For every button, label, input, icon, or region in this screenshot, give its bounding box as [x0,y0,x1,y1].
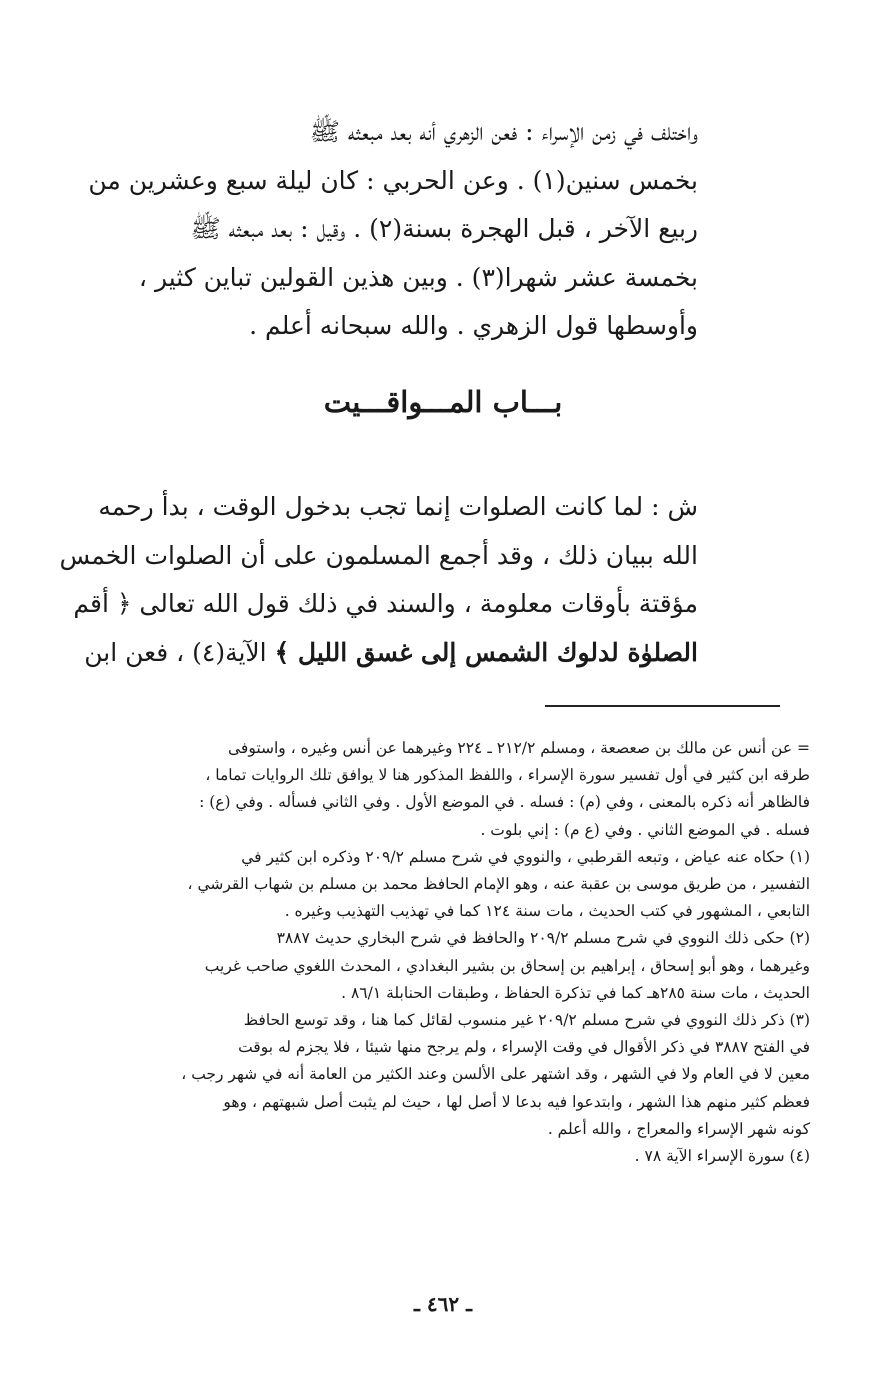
footnote-divider [545,705,780,707]
footnote-line: الحديث ، مات سنة ٢٨٥هـ كما في تذكرة الحفاظ ، وطبقات الحنابلة ٨٦/١ . [341,983,810,1002]
footnote-line: التفسير ، من طريق موسى بن عقبة عنه ، وهو الإمام الحافظ محمد بن مسلم بن شهاب القرشي ، [187,875,810,894]
footnotes [98,735,810,1170]
footnote-line: وغيرهما ، وهو أبو إسحاق ، إبراهيم بن إسحاق بن بشير البغدادي ، المحدث اللغوي صاحب غريب [204,956,810,975]
intro-paragraph [88,108,698,351]
footnote-line: = عن أنس عن مالك بن صعصعة ، ومسلم ٢١٢/٢ ـ ٢٢٤ وغيرهما عن أنس وغيره ، واستوفى [228,739,810,757]
footnote-line: (٢) حكى ذلك النووي في شرح مسلم ٢٠٩/٢ والحافظ في شرح البخاري حديث ٣٨٨٧ [276,929,810,948]
text-line: الله ببيان ذلك ، وقد أجمع المسلمون على أن الصلوات الخمس [59,540,698,570]
text-line: بخمس سنين(١) . وعن الحربي : كان ليلة سبع وعشرين من [88,165,698,195]
footnote-line: (٤) سورة الإسراء الآية ٧٨ . [634,1147,810,1166]
text-line: مؤقتة بأوقات معلومة ، والسند في ذلك قول الله تعالى ﴿ أقم [73,589,698,618]
text-line: ربيع الآخر ، قبل الهجرة بسنة(٢) . وقيل : بعد مبعثه ﷺ [190,214,698,243]
text-line [84,629,698,678]
footnote-line: فعظم كثير منهم هذا الشهر ، وابتدعوا فيه بدعا لا أصل لها ، حيث لم يثبت أصل شبهتهم ، وهو [223,1092,810,1111]
footnote-line: كونه شهر الإسراء والمعراج ، والله أعلم . [547,1119,810,1138]
body-paragraph [59,483,698,677]
footnote-line: معين لا في العام ولا في الشهر ، وقد اشتهر على الألسن وعند الكثير من العامة أنه في شهر رجب ، [181,1065,810,1084]
footnote-line: في الفتح ٣٨٨٧ في ذكر الأقوال في وقت الإسراء ، ولم يرجح منها شيئا ، فلا يجزم له بوقت [238,1038,810,1057]
page-number: ـ ٤٦٢ ـ [414,1292,472,1316]
text-line: ش : لما كانت الصلوات إنما تجب بدخول الوقت ، بدأ رحمه [98,492,698,521]
quran-verse: الصلوٰة لدلوك الشمس إلى غسق الليل ﴾ [274,637,698,667]
footnote-line: فسله . في الموضع الثاني . وفي (ع م) : إني بلوت . [480,820,810,839]
text-line: واختلف في زمن الإسراء : فعن الزهري أنه بعد مبعثه ﷺ [309,117,698,146]
text-line: بخمسة عشر شهرا(٣) . وبين هذين القولين تباين كثير ، [138,262,698,292]
footnote-line: (٣) ذكر ذلك النووي في شرح مسلم ٢٠٩/٢ غير منسوب لقائل كما هنا ، وقد توسع الحافظ [243,1011,810,1030]
footnote-line: (١) حكاه عنه عياض ، وتبعه القرطبي ، والنووي في شرح مسلم ٢٠٩/٢ وذكره ابن كثير في [241,847,810,866]
footnote-line: فالظاهر أنه ذكره بالمعنى ، وفي (م) : فسله . في الموضع الأول . وفي الثاني فسأله . وفي (ع) : [199,793,810,812]
text-line: وأوسطها قول الزهري . والله سبحانه أعلم . [249,311,698,340]
text-segment: الآية(٤) ، فعن ابن [84,637,275,667]
footnote-line: طرقه ابن كثير في أول تفسير سورة الإسراء ، واللفظ المذكور هنا لا يوافق تلك الروايات تماما ، [205,766,810,785]
footnote-line: التابعي ، المشهور في كتب الحديث ، مات سنة ١٢٤ كما في تهذيب التهذيب وغيره . [284,902,810,921]
section-heading: بـــاب المـــواقـــيت [323,385,563,419]
